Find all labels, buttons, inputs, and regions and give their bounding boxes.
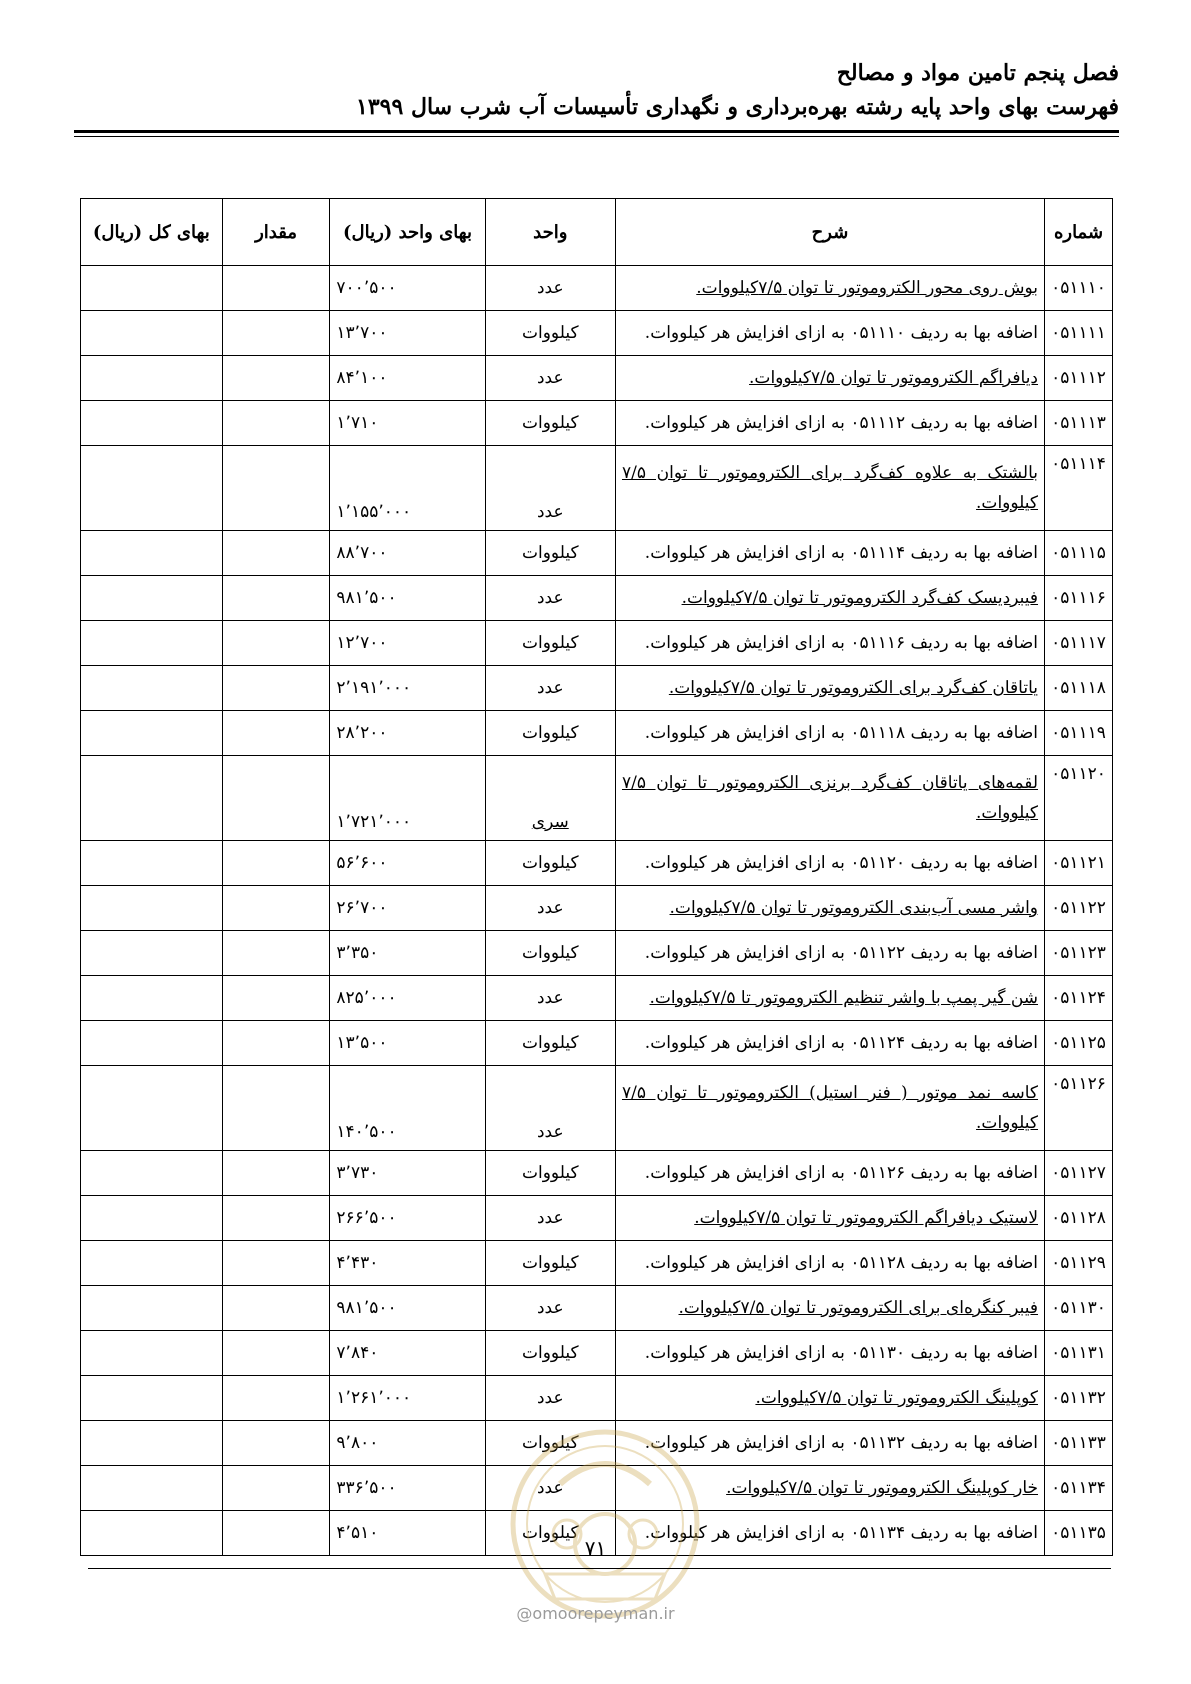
item-quantity [222, 311, 330, 356]
item-description [615, 401, 1044, 446]
table-row [81, 1286, 1113, 1331]
item-total [81, 1151, 223, 1196]
item-unit-text: کیلووات [521, 1163, 579, 1183]
item-quantity [222, 356, 330, 401]
item-unit [485, 1196, 615, 1241]
table-row [81, 1331, 1113, 1376]
item-unit [485, 266, 615, 311]
item-quantity [222, 1021, 330, 1066]
item-number [1045, 756, 1113, 841]
item-number-text: ۰۵۱۱۱۸ [1051, 678, 1106, 698]
table-row [81, 931, 1113, 976]
item-unit-price-text: ۱۲٬۷۰۰ [336, 633, 388, 653]
table-row [81, 886, 1113, 931]
item-description [615, 576, 1044, 621]
item-number [1045, 356, 1113, 401]
item-unit-price-text: ۵۶٬۶۰۰ [336, 853, 388, 873]
item-unit [485, 1241, 615, 1286]
table-row [81, 1021, 1113, 1066]
item-unit-price-text: ۱٬۱۵۵٬۰۰۰ [336, 502, 412, 522]
item-quantity [222, 1241, 330, 1286]
item-number [1045, 1466, 1113, 1511]
item-description-text: اضافه بها به ردیف ۰۵۱۱۲۰ به ازای افزایش هر کیلووات. [644, 853, 1039, 873]
page-number: ۷۱ [584, 1536, 607, 1560]
item-unit-text: کیلووات [521, 943, 579, 963]
item-unit-text: عدد [536, 1298, 564, 1318]
item-unit-price [330, 531, 485, 576]
item-description-text: اضافه بها به ردیف ۰۵۱۱۲۸ به ازای افزایش هر کیلووات. [644, 1253, 1039, 1273]
item-number-text: ۰۵۱۱۱۱ [1051, 323, 1106, 343]
item-description-text: فیبردیسک کف‌گرد الکتروموتور تا توان ۷/۵کیلووات. [681, 588, 1039, 608]
item-number [1045, 1376, 1113, 1421]
item-number-text: ۰۵۱۱۱۰ [1051, 278, 1106, 298]
item-description [615, 311, 1044, 356]
item-unit-price-text: ۸۸٬۷۰۰ [336, 543, 388, 563]
item-total [81, 1421, 223, 1466]
table-body [81, 266, 1113, 1556]
item-unit-text: عدد [536, 898, 564, 918]
item-number-text: ۰۵۱۱۲۱ [1051, 853, 1106, 873]
item-unit-price [330, 1066, 485, 1151]
item-number [1045, 576, 1113, 621]
item-total [81, 531, 223, 576]
item-unit-price [330, 711, 485, 756]
item-number [1045, 1066, 1113, 1151]
table-row [81, 531, 1113, 576]
item-total [81, 1466, 223, 1511]
item-unit-price-text: ۱۴۰٬۵۰۰ [336, 1122, 397, 1142]
item-total [81, 621, 223, 666]
item-description-text: اضافه بها به ردیف ۰۵۱۱۱۰ به ازای افزایش هر کیلووات. [644, 323, 1039, 343]
item-unit-price-text: ۸۴٬۱۰۰ [336, 368, 388, 388]
item-unit-price-text: ۲٬۱۹۱٬۰۰۰ [336, 678, 412, 698]
item-number-text: ۰۵۱۱۱۷ [1051, 633, 1106, 653]
table-row [81, 976, 1113, 1021]
item-total [81, 1196, 223, 1241]
table-row [81, 311, 1113, 356]
item-number [1045, 1021, 1113, 1066]
item-number-text: ۰۵۱۱۲۳ [1051, 943, 1106, 963]
item-unit-text: عدد [536, 1208, 564, 1228]
item-unit-price [330, 1151, 485, 1196]
item-description [615, 1331, 1044, 1376]
item-unit-text: عدد [536, 278, 564, 298]
item-quantity [222, 666, 330, 711]
item-unit-text: کیلووات [521, 853, 579, 873]
item-total [81, 311, 223, 356]
item-unit-price [330, 1286, 485, 1331]
table-row [81, 756, 1113, 841]
item-description-text: اضافه بها به ردیف ۰۵۱۱۲۲ به ازای افزایش هر کیلووات. [644, 943, 1039, 963]
item-unit [485, 446, 615, 531]
col-header-desc: شرح [615, 199, 1044, 266]
item-unit-price [330, 356, 485, 401]
item-number [1045, 1331, 1113, 1376]
item-number-text: ۰۵۱۱۲۲ [1051, 898, 1106, 918]
item-description [615, 531, 1044, 576]
item-number [1045, 711, 1113, 756]
item-unit-price-text: ۳٬۳۵۰ [336, 943, 379, 963]
item-unit-price [330, 666, 485, 711]
item-number-text: ۰۵۱۱۲۵ [1051, 1033, 1106, 1053]
table-row [81, 1196, 1113, 1241]
col-header-unit-price: بهای واحد (ریال) [330, 199, 485, 266]
item-quantity [222, 1331, 330, 1376]
item-quantity [222, 266, 330, 311]
item-unit-price [330, 576, 485, 621]
item-unit-price [330, 931, 485, 976]
item-total [81, 266, 223, 311]
item-description-text: اضافه بها به ردیف ۰۵۱۱۱۶ به ازای افزایش هر کیلووات. [644, 633, 1039, 653]
item-unit [485, 1151, 615, 1196]
item-description-text: دیافراگم الکتروموتور تا توان ۷/۵کیلووات. [749, 368, 1039, 388]
item-unit [485, 711, 615, 756]
table-row [81, 356, 1113, 401]
item-unit [485, 356, 615, 401]
item-quantity [222, 1421, 330, 1466]
item-description [615, 931, 1044, 976]
item-quantity [222, 621, 330, 666]
item-description [615, 266, 1044, 311]
item-number-text: ۰۵۱۱۱۳ [1051, 413, 1106, 433]
item-unit-text: عدد [536, 502, 564, 522]
table-row [81, 401, 1113, 446]
item-description-text: فیبر کنگره‌ای برای الکتروموتور تا توان ۷/۵کیلووات. [678, 1298, 1039, 1318]
item-number [1045, 931, 1113, 976]
item-quantity [222, 931, 330, 976]
item-description-text: لاستیک دیافراگم الکتروموتور تا توان ۷/۵کیلووات. [694, 1208, 1039, 1228]
item-description-text: اضافه بها به ردیف ۰۵۱۱۲۶ به ازای افزایش هر کیلووات. [644, 1163, 1039, 1183]
item-description-text: اضافه بها به ردیف ۰۵۱۱۳۰ به ازای افزایش هر کیلووات. [644, 1343, 1039, 1363]
item-quantity [222, 711, 330, 756]
item-number-text: ۰۵۱۱۳۲ [1051, 1388, 1106, 1408]
item-number-text: ۰۵۱۱۳۰ [1051, 1298, 1106, 1318]
item-unit-text: کیلووات [521, 1253, 579, 1273]
item-unit-text: عدد [536, 1478, 564, 1498]
item-total [81, 446, 223, 531]
item-description [615, 841, 1044, 886]
item-unit-price-text: ۴٬۵۱۰ [336, 1523, 379, 1543]
item-description-text: اضافه بها به ردیف ۰۵۱۱۱۸ به ازای افزایش هر کیلووات. [644, 723, 1039, 743]
item-description [615, 666, 1044, 711]
item-quantity [222, 886, 330, 931]
item-description [615, 976, 1044, 1021]
item-quantity [222, 1376, 330, 1421]
item-total [81, 1286, 223, 1331]
item-description-text: بالشتک به علاوه کف‌گرد برای الکتروموتور تا توان ۷/۵ کیلووات. [621, 463, 1039, 513]
item-quantity [222, 401, 330, 446]
item-quantity [222, 1286, 330, 1331]
item-unit-price-text: ۱٬۲۶۱٬۰۰۰ [336, 1388, 412, 1408]
item-description [615, 356, 1044, 401]
item-unit-price [330, 756, 485, 841]
item-unit-price [330, 1421, 485, 1466]
item-number [1045, 666, 1113, 711]
item-description-text: خار کوپلینگ الکتروموتور تا توان ۷/۵کیلووات. [726, 1478, 1039, 1498]
item-quantity [222, 576, 330, 621]
item-description [615, 1196, 1044, 1241]
item-number [1045, 841, 1113, 886]
table-row [81, 1376, 1113, 1421]
item-unit-text: عدد [536, 368, 564, 388]
table-header-row [81, 199, 1113, 266]
item-unit-text: عدد [536, 678, 564, 698]
item-description [615, 1066, 1044, 1151]
item-number [1045, 976, 1113, 1021]
item-description [615, 711, 1044, 756]
table-row [81, 621, 1113, 666]
item-total [81, 976, 223, 1021]
footer-rule [88, 1568, 1111, 1569]
item-quantity [222, 841, 330, 886]
item-unit-price [330, 976, 485, 1021]
item-unit [485, 311, 615, 356]
item-number [1045, 311, 1113, 356]
item-unit-text: کیلووات [521, 1033, 579, 1053]
table-row [81, 1241, 1113, 1286]
item-number [1045, 446, 1113, 531]
item-description-text: اضافه بها به ردیف ۰۵۱۱۳۴ به ازای افزایش هر کیلووات. [644, 1523, 1039, 1543]
item-unit-text: عدد [536, 988, 564, 1008]
item-unit-price [330, 841, 485, 886]
item-unit-price-text: ۱٬۷۱۰ [336, 413, 379, 433]
item-unit-text: کیلووات [521, 1343, 579, 1363]
item-description-text: اضافه بها به ردیف ۰۵۱۱۲۴ به ازای افزایش هر کیلووات. [644, 1033, 1039, 1053]
item-total [81, 931, 223, 976]
item-unit-text: عدد [536, 1388, 564, 1408]
item-number [1045, 531, 1113, 576]
item-number-text: ۰۵۱۱۳۳ [1051, 1433, 1106, 1453]
item-total [81, 711, 223, 756]
item-unit-price [330, 886, 485, 931]
item-description-text: یاتاقان کف‌گرد برای الکتروموتور تا توان ۷/۵کیلووات. [668, 678, 1039, 698]
item-unit-price [330, 266, 485, 311]
item-unit-price-text: ۳۳۶٬۵۰۰ [336, 1478, 397, 1498]
item-description-text: واشر مسی آب‌بندی الکتروموتور تا توان ۷/۵کیلووات. [669, 898, 1039, 918]
item-description [615, 1021, 1044, 1066]
item-description [615, 1286, 1044, 1331]
item-unit-price [330, 311, 485, 356]
item-number-text: ۰۵۱۱۳۴ [1051, 1478, 1106, 1498]
item-number [1045, 1286, 1113, 1331]
item-total [81, 841, 223, 886]
item-number-text: ۰۵۱۱۲۴ [1051, 988, 1106, 1008]
price-table [80, 198, 1113, 1556]
col-header-qty: مقدار [222, 199, 330, 266]
item-unit-price-text: ۹۸۱٬۵۰۰ [336, 1298, 397, 1318]
item-number-text: ۰۵۱۱۱۴ [1051, 454, 1106, 474]
item-unit-text: کیلووات [521, 323, 579, 343]
table-row [81, 446, 1113, 531]
item-unit-price-text: ۱۳٬۷۰۰ [336, 323, 388, 343]
item-number [1045, 266, 1113, 311]
item-unit [485, 976, 615, 1021]
item-unit-text: سری [531, 812, 569, 832]
item-description-text: بوش روی محور الکتروموتور تا توان ۷/۵کیلووات. [696, 278, 1039, 298]
item-quantity [222, 531, 330, 576]
item-number-text: ۰۵۱۱۱۹ [1051, 723, 1106, 743]
item-description [615, 1376, 1044, 1421]
item-number-text: ۰۵۱۱۲۶ [1051, 1074, 1106, 1094]
col-header-total: بهای کل (ریال) [81, 199, 223, 266]
col-header-num: شماره [1045, 199, 1113, 266]
item-total [81, 576, 223, 621]
item-unit [485, 621, 615, 666]
item-quantity [222, 446, 330, 531]
item-unit [485, 756, 615, 841]
item-unit [485, 1021, 615, 1066]
item-description [615, 756, 1044, 841]
item-number [1045, 1196, 1113, 1241]
table-row [81, 576, 1113, 621]
item-total [81, 1066, 223, 1151]
item-description [615, 446, 1044, 531]
item-unit-price-text: ۴٬۴۳۰ [336, 1253, 379, 1273]
item-unit [485, 931, 615, 976]
item-description-text: اضافه بها به ردیف ۰۵۱۱۳۲ به ازای افزایش هر کیلووات. [644, 1433, 1039, 1453]
item-unit-price [330, 1021, 485, 1066]
item-description-text: اضافه بها به ردیف ۰۵۱۱۱۴ به ازای افزایش هر کیلووات. [644, 543, 1039, 563]
item-quantity [222, 1066, 330, 1151]
item-unit-price [330, 1331, 485, 1376]
item-unit-price [330, 401, 485, 446]
table-row [81, 1066, 1113, 1151]
item-quantity [222, 1151, 330, 1196]
document-title: فهرست بهای واحد پایه رشته بهره‌برداری و نگهداری تأسیسات آب شرب سال ۱۳۹۹ [356, 94, 1119, 120]
table-row [81, 266, 1113, 311]
item-unit-price-text: ۸۲۵٬۰۰۰ [336, 988, 397, 1008]
item-description [615, 621, 1044, 666]
item-number-text: ۰۵۱۱۲۸ [1051, 1208, 1106, 1228]
website-watermark: @omoorepeyman.ir [516, 1604, 675, 1623]
table-row [81, 1151, 1113, 1196]
item-description [615, 886, 1044, 931]
item-unit [485, 401, 615, 446]
item-number-text: ۰۵۱۱۱۵ [1051, 543, 1106, 563]
item-total [81, 1376, 223, 1421]
item-unit-price-text: ۲۸٬۲۰۰ [336, 723, 388, 743]
item-unit [485, 1331, 615, 1376]
item-unit [485, 886, 615, 931]
item-number-text: ۰۵۱۱۱۲ [1051, 368, 1106, 388]
col-header-unit: واحد [485, 199, 615, 266]
item-unit-price-text: ۷۰۰٬۵۰۰ [336, 278, 397, 298]
item-quantity [222, 1196, 330, 1241]
item-unit-price [330, 1196, 485, 1241]
item-number-text: ۰۵۱۱۲۷ [1051, 1163, 1106, 1183]
item-unit-price [330, 1376, 485, 1421]
item-unit-price-text: ۹٬۸۰۰ [336, 1433, 379, 1453]
item-description-text: لقمه‌های یاتاقان کف‌گرد برنزی الکتروموتور تا توان ۷/۵ کیلووات. [621, 773, 1039, 823]
item-number [1045, 401, 1113, 446]
item-unit [485, 666, 615, 711]
item-unit-price-text: ۲۶۶٬۵۰۰ [336, 1208, 397, 1228]
item-unit-text: کیلووات [521, 543, 579, 563]
table-row [81, 711, 1113, 756]
item-total [81, 401, 223, 446]
item-unit [485, 576, 615, 621]
item-unit-text: کیلووات [521, 723, 579, 743]
item-quantity [222, 1466, 330, 1511]
item-unit [485, 531, 615, 576]
item-unit-price-text: ۱٬۷۲۱٬۰۰۰ [336, 812, 412, 832]
item-description [615, 1241, 1044, 1286]
item-total [81, 1021, 223, 1066]
table-row [81, 841, 1113, 886]
item-unit-text: عدد [536, 1122, 564, 1142]
seal-logo-icon [505, 1424, 705, 1624]
item-unit-price-text: ۹۸۱٬۵۰۰ [336, 588, 397, 608]
item-total [81, 356, 223, 401]
item-unit-price [330, 1241, 485, 1286]
item-number [1045, 1151, 1113, 1196]
header-rule-thick [74, 130, 1119, 133]
item-unit-text: کیلووات [521, 1433, 579, 1453]
item-number [1045, 886, 1113, 931]
item-unit [485, 841, 615, 886]
item-unit-price-text: ۳٬۷۳۰ [336, 1163, 379, 1183]
item-unit-price [330, 1466, 485, 1511]
item-description-text: کوپلینگ الکتروموتور تا توان ۷/۵کیلووات. [755, 1388, 1039, 1408]
item-unit [485, 1066, 615, 1151]
item-total [81, 666, 223, 711]
table-row [81, 666, 1113, 711]
item-description-text: اضافه بها به ردیف ۰۵۱۱۱۲ به ازای افزایش هر کیلووات. [644, 413, 1039, 433]
item-description-text: کاسه نمد موتور ( فنر استیل) الکتروموتور تا توان ۷/۵ کیلووات. [621, 1083, 1039, 1133]
item-total [81, 756, 223, 841]
item-description-text: شن گیر پمپ با واشر تنظیم الکتروموتور تا ۷/۵کیلووات. [649, 988, 1039, 1008]
item-unit-price [330, 446, 485, 531]
item-number-text: ۰۵۱۱۳۵ [1051, 1523, 1106, 1543]
header-rule-thin [74, 136, 1119, 137]
item-unit-price-text: ۷٬۸۴۰ [336, 1343, 379, 1363]
item-unit-text: عدد [536, 588, 564, 608]
item-number-text: ۰۵۱۱۱۶ [1051, 588, 1106, 608]
item-number-text: ۰۵۱۱۲۰ [1051, 764, 1106, 784]
page-header [69, 56, 1119, 124]
item-total [81, 886, 223, 931]
item-unit-price-text: ۲۶٬۷۰۰ [336, 898, 388, 918]
item-unit-text: کیلووات [521, 1523, 579, 1543]
item-total [81, 1331, 223, 1376]
item-quantity [222, 756, 330, 841]
item-number [1045, 1241, 1113, 1286]
item-quantity [222, 976, 330, 1021]
item-unit [485, 1376, 615, 1421]
item-number-text: ۰۵۱۱۲۹ [1051, 1253, 1106, 1273]
item-number [1045, 1421, 1113, 1466]
item-number [1045, 621, 1113, 666]
item-unit [485, 1286, 615, 1331]
chapter-title: فصل پنجم تامین مواد و مصالح [836, 60, 1119, 86]
item-unit-text: کیلووات [521, 413, 579, 433]
item-description [615, 1151, 1044, 1196]
item-unit-price-text: ۱۳٬۵۰۰ [336, 1033, 388, 1053]
item-unit-text: کیلووات [521, 633, 579, 653]
item-total [81, 1241, 223, 1286]
item-unit-price [330, 621, 485, 666]
item-number-text: ۰۵۱۱۳۱ [1051, 1343, 1106, 1363]
